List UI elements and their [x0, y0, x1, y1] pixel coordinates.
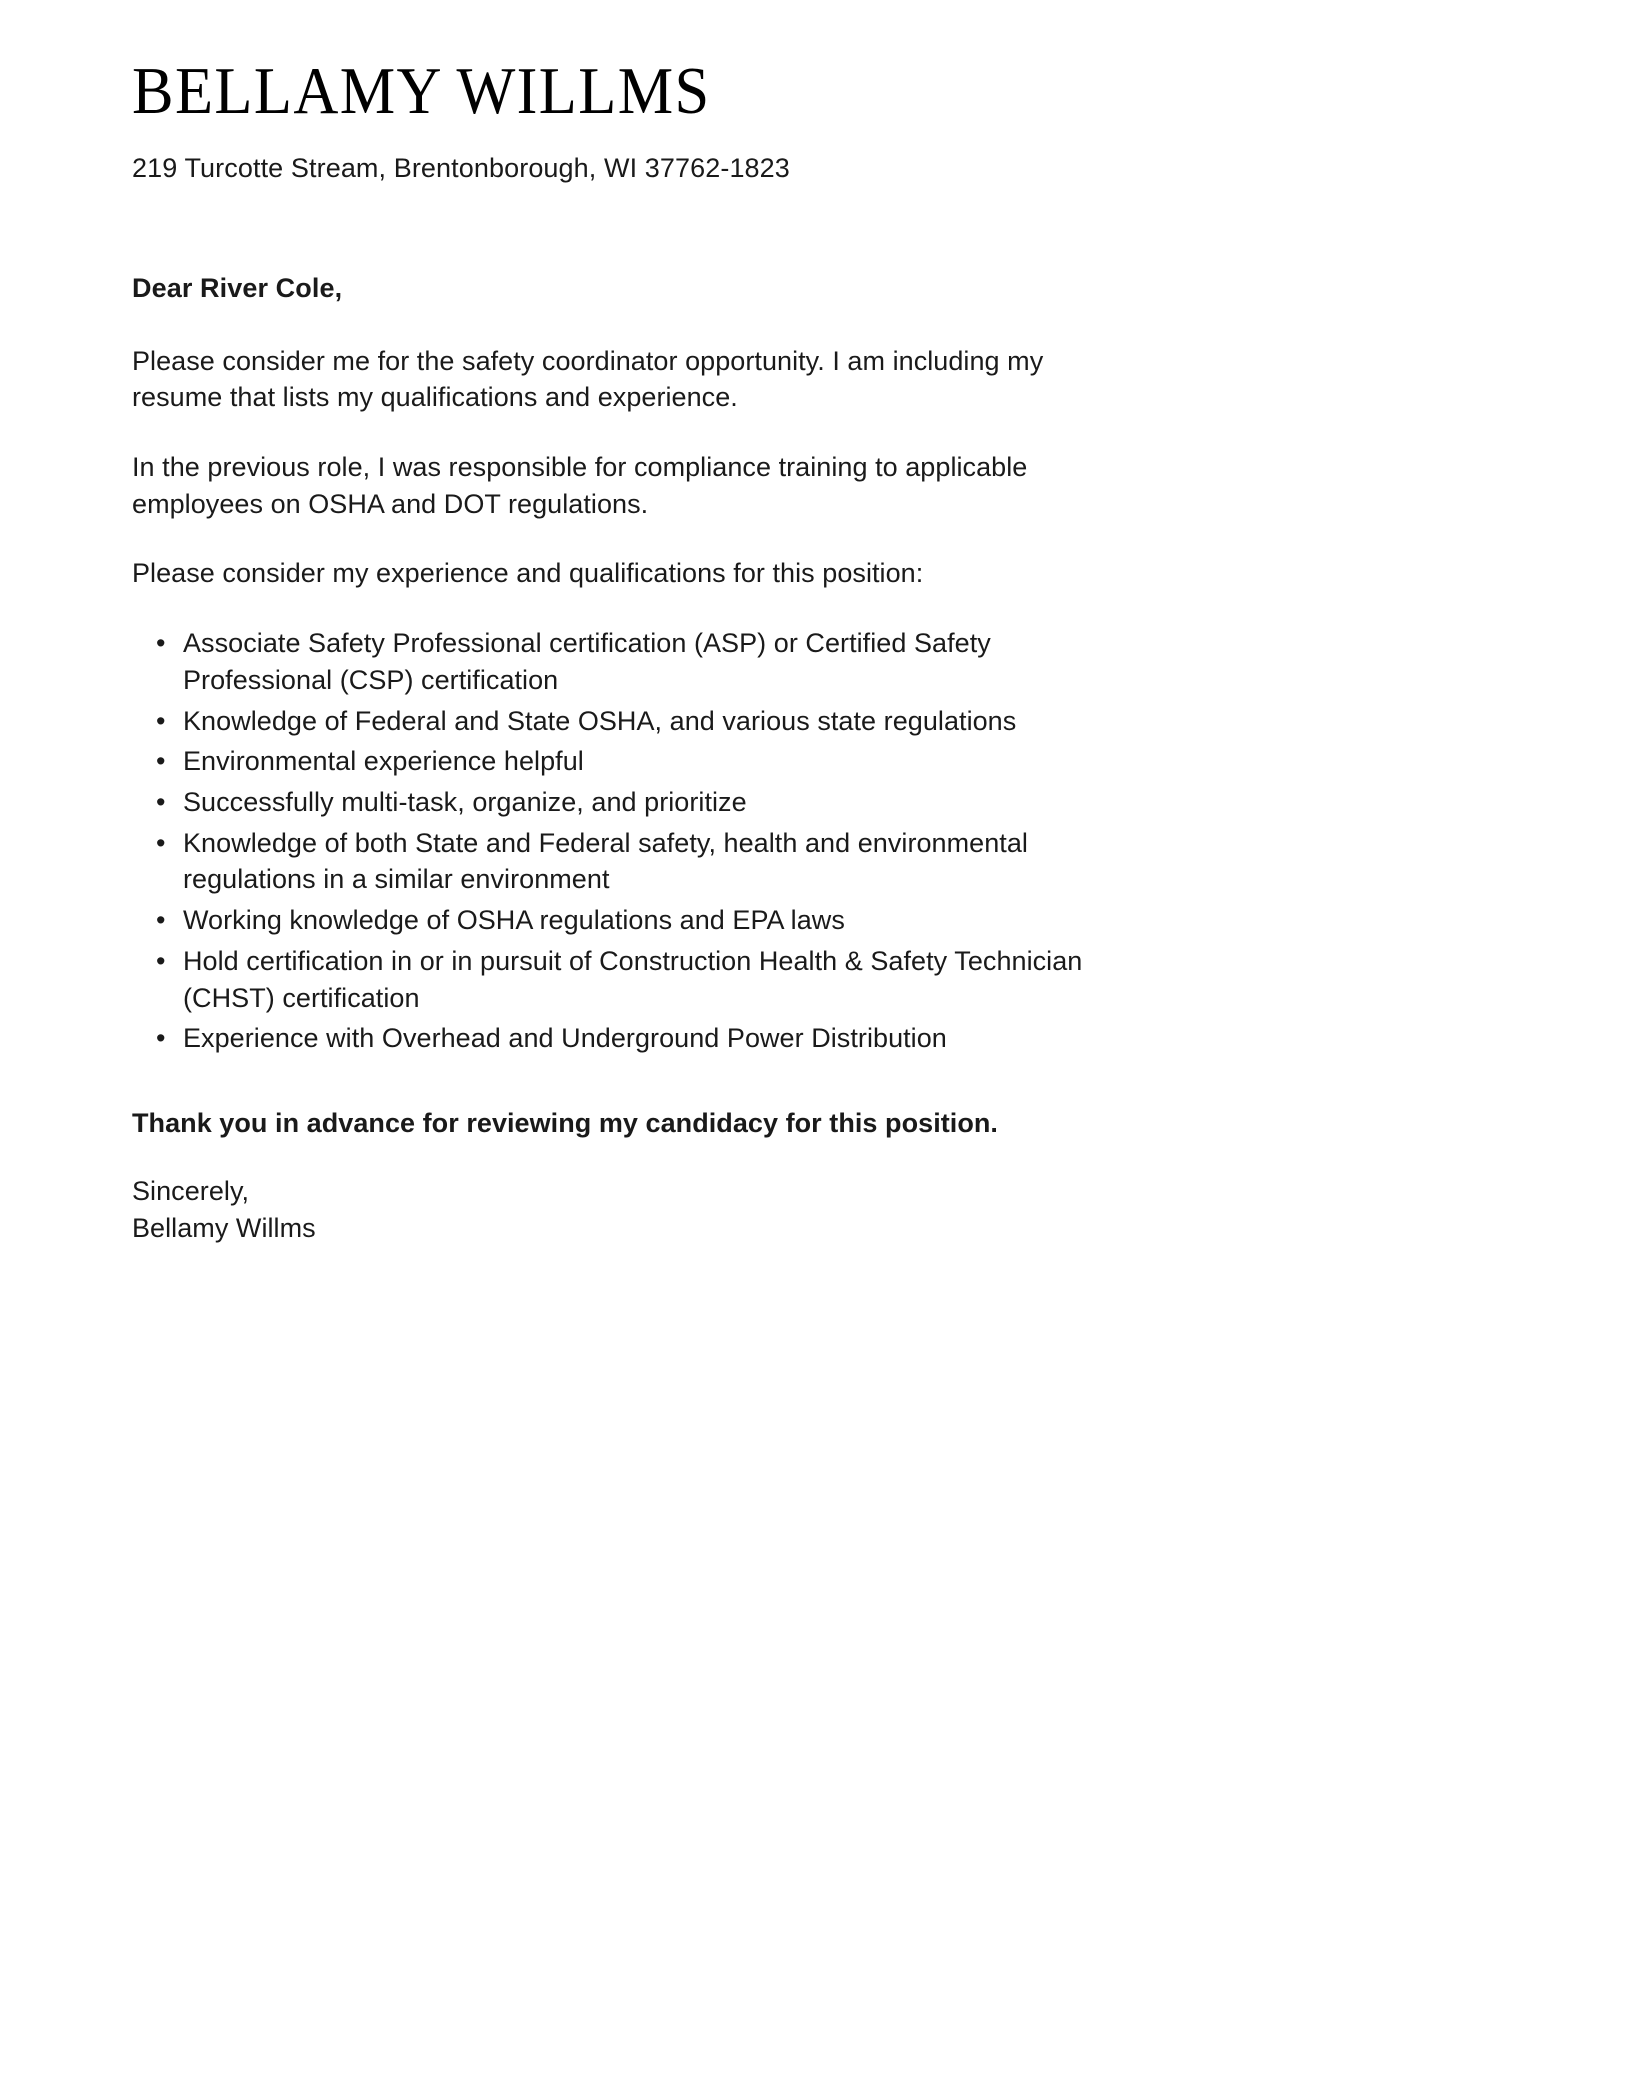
list-item: • Successfully multi-task, organize, and prioritize — [132, 784, 1132, 821]
list-item: • Associate Safety Professional certification (ASP) or Certified Safety Professional (CSP) certification — [132, 625, 1132, 698]
list-item: • Knowledge of both State and Federal safety, health and environmental regulations in a similar environment — [132, 825, 1132, 898]
body-paragraph-1: Please consider me for the safety coordinator opportunity. I am including my resume that lists my qualifications and experience. — [132, 345, 1044, 413]
applicant-name: BELLAMY WILLMS — [132, 54, 711, 128]
letter-header — [132, 0, 1132, 186]
letter-body — [132, 186, 1132, 1247]
body-paragraph-2: In the previous role, I was responsible for compliance training to applicable employees on OSHA and DOT regulations. — [132, 451, 1028, 519]
signature-name: Bellamy Willms — [132, 1213, 316, 1244]
list-item: • Experience with Overhead and Underground Power Distribution — [132, 1020, 1132, 1057]
list-item: • Environmental experience helpful — [132, 743, 1132, 780]
list-item: • Knowledge of Federal and State OSHA, and various state regulations — [132, 703, 1132, 740]
body-paragraph-3: Please consider my experience and qualifications for this position: — [132, 558, 924, 589]
signature-block — [132, 1173, 1132, 1246]
list-item: • Hold certification in or in pursuit of Construction Health & Safety Technician (CHST) certification — [132, 943, 1132, 1016]
salutation: Dear River Cole, — [132, 273, 343, 304]
sign-off: Sincerely, — [132, 1176, 250, 1207]
closing-statement: Thank you in advance for reviewing my candidacy for this position. — [132, 1108, 998, 1139]
applicant-address: 219 Turcotte Stream, Brentonborough, WI 37762-1823 — [132, 153, 790, 183]
list-item: • Working knowledge of OSHA regulations and EPA laws — [132, 902, 1132, 939]
qualifications-list — [132, 625, 1132, 1057]
letter-content — [132, 0, 1132, 1247]
